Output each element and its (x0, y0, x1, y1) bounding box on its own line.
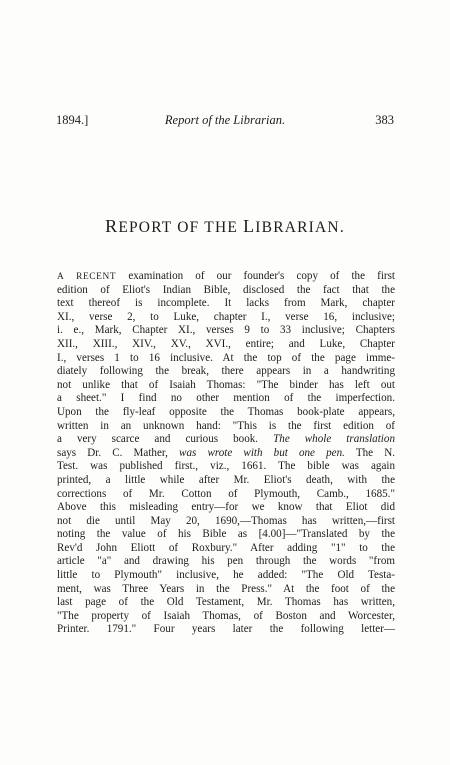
running-head (56, 110, 394, 130)
text-line-part: The N. (355, 446, 396, 459)
title-initial-r: R (105, 216, 119, 236)
text-line: not die until May 20, 1690,—Thomas has written,—first (57, 514, 395, 527)
italic-quote: was wrote with but one pen. (179, 446, 345, 459)
text-line: last page of the Old Testament, Mr. Thomas has written, (57, 596, 395, 609)
text-line (57, 270, 395, 284)
text-line: article "a" and drawing his pen through the words "from (57, 555, 395, 568)
text-line: Test. was published first., viz., 1661. The bible was again (57, 460, 395, 473)
running-head-section: Report of the Librarian. (164, 113, 286, 127)
text-line: little to Plymouth" inclusive, he added: "The Old Testa- (57, 569, 395, 582)
text-line (57, 433, 395, 447)
page-title (56, 215, 394, 239)
text-line: diately following the break, there appears in a handwriting (57, 365, 395, 378)
text-line: not unlike that of Isaiah Thomas: "The binder has left out (57, 378, 395, 391)
text-line: a sheet." I find no other mention of the imperfection. (57, 392, 395, 405)
text-line: Rev'd John Eliott of Roxbury." After adding "1" to the (57, 541, 395, 554)
text-line: edition of Eliot's Indian Bible, disclosed the fact that the (57, 283, 395, 296)
text-line-part: says Dr. C. Mather, (57, 446, 168, 459)
text-line: corrections of Mr. Cotton of Plymouth, Camb., 1685." (57, 487, 395, 500)
text-line-part: a very scarce and curious book. (57, 433, 259, 446)
body-paragraph (57, 270, 395, 637)
text-line: XI., verse 2, to Luke, chapter I., verse 16, inclusive; (57, 310, 395, 323)
text-line: text thereof is incomplete. It lacks from Mark, chapter (57, 297, 395, 310)
title-rest-librarian: IBRARIAN. (255, 219, 345, 236)
title-initial-l: L (243, 216, 256, 236)
text-line: I., verses 1 to 16 inclusive. At the top of the page imme- (57, 351, 395, 364)
running-head-year: 1894.] (56, 113, 89, 127)
text-line-part: examination of our founder's copy of the first (128, 270, 396, 282)
text-line: printed, a little while after Mr. Eliot's death, with the (57, 473, 395, 486)
italic-quote: The whole translation (273, 433, 395, 446)
text-line: i. e., Mark, Chapter XI., verses 9 to 33 inclusive; Chapters (57, 324, 395, 337)
text-line: Upon the fly-leaf opposite the Thomas book-plate appears, (57, 405, 395, 418)
title-rest-report: EPORT OF THE (118, 219, 244, 236)
text-line: "The property of Isaiah Thomas, of Boston and Worcester, (57, 609, 395, 622)
text-line: ment, was Three Years in the Press." At the foot of the (57, 582, 395, 595)
text-line: Above this misleading entry—for we know that Eliot did (57, 501, 395, 514)
small-caps-opening: A RECENT (57, 272, 117, 282)
text-line (57, 447, 395, 461)
text-line: written in an unknown hand: "This is the first edition of (57, 419, 395, 432)
text-line: Printer. 1791." Four years later the following letter— (57, 623, 395, 636)
text-line: noting the value of his Bible as [4.00]—"Translated by the (57, 528, 395, 541)
page-number: 383 (375, 113, 394, 127)
text-line: XII., XIII., XIV., XV., XVI., entire; and Luke, Chapter (57, 337, 395, 350)
